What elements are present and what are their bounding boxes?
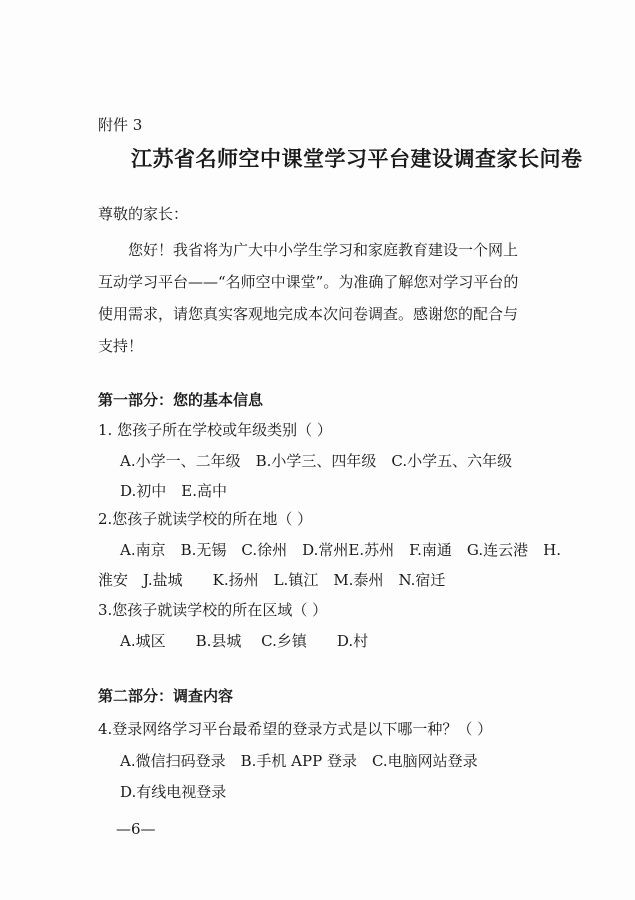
greeting: 尊敬的家长： [98,205,189,223]
intro-line: 使用需求，请您真实客观地完成本次问卷调查。感谢您的配合与 [98,305,519,323]
question-1-options: A.小学一、二年级 B.小学三、四年级 C.小学五、六年级 [120,452,513,470]
intro-line: 支持！ [98,337,144,355]
part2-heading: 第二部分：调查内容 [98,687,234,705]
attachment-label: 附件 3 [98,116,143,134]
question-1-options: D.初中 E.高中 [120,482,227,500]
question-4-options: A.微信扫码登录 B.手机 APP 登录 C.电脑网站登录 [120,752,478,770]
question-2: 2.您孩子就读学校的所在地（ ） [98,510,313,528]
question-4-options: D.有线电视登录 [120,783,227,801]
question-2-options: 淮安 J.盐城 K.扬州 L.镇江 M.泰州 N.宿迁 [98,571,446,589]
part1-heading: 第一部分：您的基本信息 [98,391,264,409]
question-1: 1. 您孩子所在学校或年级类别（ ） [98,421,332,439]
intro-paragraph [98,234,578,362]
document-title: 江苏省名师空中课堂学习平台建设调查家长问卷 [131,146,583,171]
question-2-options: A.南京 B.无锡 C.徐州 D.常州E.苏州 F.南通 G.连云港 H. [120,541,561,559]
intro-line: 互动学习平台——“名师空中课堂”。为准确了解您对学习平台的 [98,273,519,291]
question-3-options: A.城区 B.县城 C.乡镇 D.村 [120,632,369,650]
page-number: —6— [116,820,156,838]
question-4: 4.登录网络学习平台最希望的登录方式是以下哪一种？（ ） [98,720,493,738]
intro-line: 您好！我省将为广大中小学生学习和家庭教育建设一个网上 [98,241,519,259]
question-3: 3.您孩子就读学校的所在区域（ ） [98,601,328,619]
